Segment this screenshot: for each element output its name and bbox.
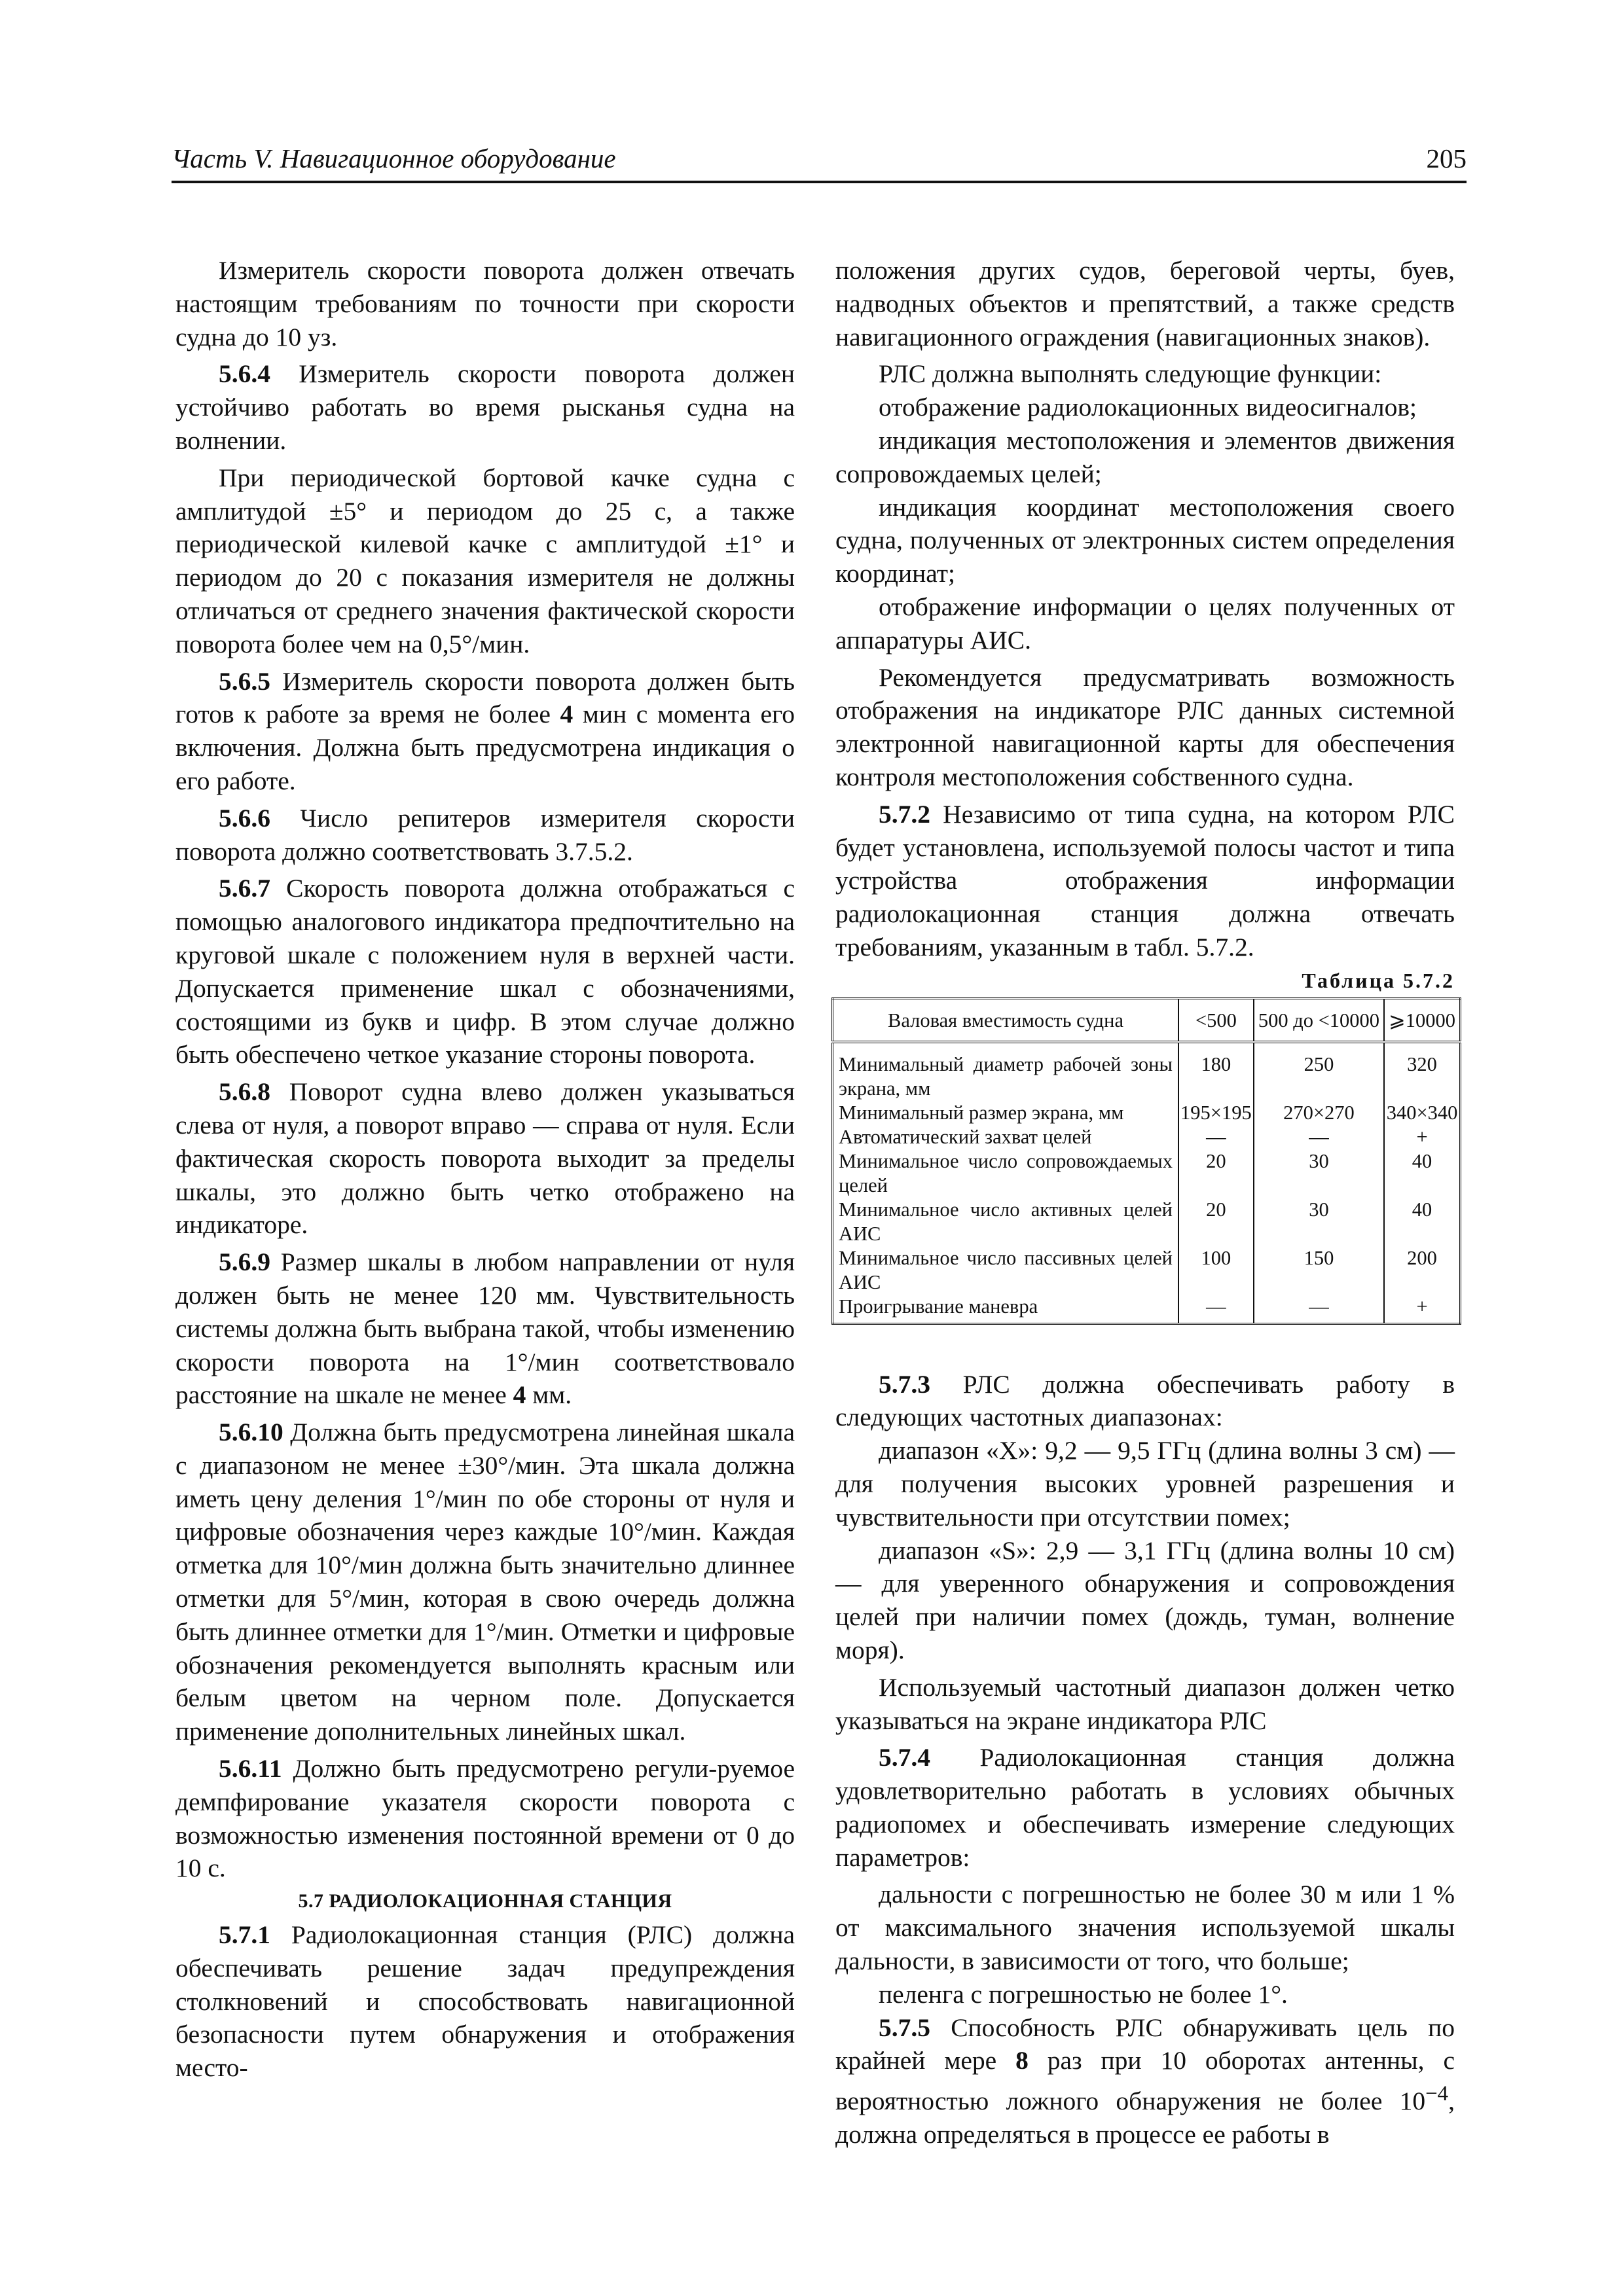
table-row: [833, 1246, 1461, 1295]
table-cell: 40: [1384, 1198, 1460, 1246]
header-rule: [172, 181, 1467, 183]
paragraph-5-6-4: 5.6.4 Измеритель скорости поворота должен устойчиво работать во время рысканья судна на волнении.: [175, 359, 795, 455]
paragraph-5-6-11: 5.6.11 Должно быть предусмотрено регули-руемое демпфирование указателя скорости поворота с возможностью изменения постоянной времени от 0 до 10 с.: [175, 1754, 795, 1883]
table-cell: 20: [1178, 1149, 1254, 1198]
paragraph-5-7-5: 5.7.5 Способность РЛС обнаруживать цель по крайней мере 8 раз при 10 оборотах антенны, с вероятностью ложного обнаружения не более $10^{-4}$, должна определяться в процессе ее работы в: [835, 2013, 1455, 2149]
list-item: отображение информации о целях полученных от аппаратуры АИС.: [835, 592, 1455, 655]
list-item: отображение радиолокационных видеосигналов;: [879, 393, 1417, 422]
paragraph-5-7-2: 5.7.2 Независимо от типа судна, на котором РЛС будет установлена, используемой полосы частот и типа устройства отображения информации радиолокационная станция должна отвечать требованиям, указанным в табл. 5.7.2.: [835, 799, 1455, 961]
right-column: [835, 254, 1458, 2151]
clause-number: 5.7.5: [879, 2013, 930, 2042]
paragraph: РЛС должна выполнять следующие функции:: [879, 359, 1382, 389]
list-item: дальности с погрешностью не более 30 м или 1 % от максимального значения используемой шкалы дальности, в зависимости от того, что больше;: [835, 1880, 1455, 1976]
clause-number: 5.6.6: [219, 803, 270, 833]
table-header-cell: <500: [1178, 998, 1254, 1042]
list-item: диапазон «Х»: 9,2 — 9,5 ГГц (длина волны 3 см) — для получения высоких уровней разрешения и чувствительности при отсутствии помех;: [835, 1436, 1455, 1532]
list-item: индикация местоположения и элементов движения сопровождаемых целей;: [835, 425, 1455, 488]
table-header-cell: Валовая вместимость судна: [833, 998, 1179, 1042]
clause-number: 5.6.9: [219, 1247, 270, 1277]
clause-number: 5.6.7: [219, 874, 270, 903]
paragraph-5-6-8: 5.6.8 Поворот судна влево должен указываться слева от нуля, а поворот вправо — справа от нуля. Если фактическая скорость поворота выходит за пределы шкалы, это должно быть четко отображено на индикаторе.: [175, 1077, 795, 1240]
table-cell: Минимальное число пассивных целей АИС: [833, 1246, 1179, 1295]
table-header-row: [833, 998, 1461, 1042]
table-cell: 270×270: [1254, 1101, 1384, 1125]
paragraph-5-7-3: 5.7.3 РЛС должна обеспечивать работу в следующих частотных диапазонах:: [835, 1369, 1455, 1432]
table-cell: Минимальный диаметр рабочей зоны экрана, мм: [833, 1042, 1179, 1101]
paragraph: положения других судов, береговой черты, буев, надводных объектов и препятствий, а также средств навигационного ограждения (навигационных знаков).: [835, 256, 1455, 351]
spec-table: [831, 997, 1461, 1325]
table-header-cell: ⩾10000: [1384, 998, 1460, 1042]
table-header-cell: 500 до <10000: [1254, 998, 1384, 1042]
table-cell: 30: [1254, 1149, 1384, 1198]
section-heading: 5.7 РАДИОЛОКАЦИОННАЯ СТАНЦИЯ: [298, 1890, 672, 1912]
page-header: [172, 139, 1467, 179]
paragraph-5-7-1: 5.7.1 Радиолокационная станция (РЛС) должна обеспечивать решение задач предупреждения столкновений и способствовать навигационной безопасности путем обнаружения и отображения место-: [175, 1920, 795, 2083]
clause-number: 5.6.4: [219, 359, 270, 389]
table-row: [833, 1198, 1461, 1246]
table-caption: Таблица 5.7.2: [1302, 968, 1455, 992]
table-cell: 320: [1384, 1042, 1460, 1101]
table-cell: 40: [1384, 1149, 1460, 1198]
table-row: [833, 1125, 1461, 1149]
clause-number: 5.6.5: [219, 666, 270, 696]
paragraph: Используемый частотный диапазон должен четко указываться на экране индикатора РЛС: [835, 1672, 1455, 1735]
clause-number: 5.6.11: [219, 1754, 282, 1784]
table-cell: Проигрывание маневра: [833, 1295, 1179, 1324]
table-cell: Автоматический захват целей: [833, 1125, 1179, 1149]
table-cell: Минимальный размер экрана, мм: [833, 1101, 1179, 1125]
clause-number: 5.6.8: [219, 1077, 270, 1107]
table-cell: 250: [1254, 1042, 1384, 1101]
paragraph-5-6-10: 5.6.10 Должна быть предусмотрена линейная шкала с диапазоном не менее ±30°/мин. Эта шкала должна иметь цену деления 1°/мин по обе стороны от нуля и цифровые обозначения через каждые 10°/мин. Каждая отметка для 10°/мин должна быть значительно длиннее отметки для 5°/мин, которая в свою очередь должна быть длиннее отметки для 1°/мин. Отметки и цифровые обозначения рекомендуется выполнять красным или белым цветом на черном поле. Допускается применение дополнительных линейных шкал.: [175, 1418, 795, 1746]
table-cell: +: [1384, 1125, 1460, 1149]
table-cell: 20: [1178, 1198, 1254, 1246]
page-number: 205: [1426, 143, 1467, 173]
table-row: [833, 1101, 1461, 1125]
clause-number: 5.7.3: [879, 1369, 930, 1399]
list-item: диапазон «S»: 2,9 — 3,1 ГГц (длина волны 10 см) — для уверенного обнаружения и сопровождения целей при наличии помех (дождь, туман, волнение моря).: [835, 1535, 1455, 1664]
paragraph-5-7-4: 5.7.4 Радиолокационная станция должна удовлетворительно работать в условиях обычных радиопомех и обеспечивать измерение следующих параметров:: [835, 1743, 1455, 1872]
table-cell: 30: [1254, 1198, 1384, 1246]
paragraph-5-6-7: 5.6.7 Скорость поворота должна отображаться с помощью аналогового индикатора предпочтительно на круговой шкале с положением нуля в верхней части. Допускается применение шкал с обозначениями, состоящими из букв и цифр. В этом случае должно быть обеспечено четкое указание стороны поворота.: [175, 874, 795, 1069]
table-cell: —: [1254, 1295, 1384, 1324]
table-cell: Минимальное число активных целей АИС: [833, 1198, 1179, 1246]
header-title: Часть V. Навигационное оборудование: [172, 143, 616, 173]
table-cell: 100: [1178, 1246, 1254, 1295]
table-cell: —: [1178, 1295, 1254, 1324]
paragraph-5-6-6: 5.6.6 Число репитеров измерителя скорости поворота должно соответствовать 3.7.5.2.: [175, 803, 795, 866]
clause-number: 5.7.4: [879, 1743, 930, 1772]
table-row: [833, 1042, 1461, 1101]
list-item: индикация координат местоположения своего судна, полученных от электронных систем определения координат;: [835, 492, 1455, 588]
table-cell: 180: [1178, 1042, 1254, 1101]
table-cell: +: [1384, 1295, 1460, 1324]
paragraph: Измеритель скорости поворота должен отвечать настоящим требованиям по точности при скорости судна до 10 уз.: [175, 256, 795, 351]
paragraph-5-6-5: 5.6.5 Измеритель скорости поворота должен быть готов к работе за время не более 4 мин с момента его включения. Должна быть предусмотрена индикация о его работе.: [175, 666, 795, 795]
clause-number: 5.7.1: [219, 1920, 270, 1950]
table-cell: —: [1254, 1125, 1384, 1149]
table-row: [833, 1295, 1461, 1324]
clause-number: 5.6.10: [219, 1418, 283, 1447]
table-cell: 195×195: [1178, 1101, 1254, 1125]
table-row: [833, 1149, 1461, 1198]
paragraph-5-6-9: 5.6.9 Размер шкалы в любом направлении от нуля должен быть не менее 120 мм. Чувствительность системы должна быть выбрана такой, чтобы изменению скорости поворота на 1°/мин соответствовало расстояние на шкале не менее 4 мм.: [175, 1247, 795, 1410]
paragraph: Рекомендуется предусматривать возможность отображения на индикаторе РЛС данных системной электронной навигационной карты для обеспечения контроля местоположения собственного судна.: [835, 662, 1455, 791]
table-cell: Минимальное число сопровождаемых целей: [833, 1149, 1179, 1198]
left-column: [175, 254, 795, 2085]
list-item: пеленга с погрешностью не более 1°.: [879, 1979, 1288, 2009]
table-cell: 340×340: [1384, 1101, 1460, 1125]
table-cell: 150: [1254, 1246, 1384, 1295]
table-cell: 200: [1384, 1246, 1460, 1295]
clause-number: 5.7.2: [879, 799, 930, 829]
paragraph: При периодической бортовой качке судна с амплитудой ±5° и периодом до 25 с, а также периодической килевой качке с амплитудой ±1° и периодом до 20 с показания измерителя не должны отличаться от среднего значения фактической скорости поворота более чем на 0,5°/мин.: [175, 463, 795, 658]
table-cell: —: [1178, 1125, 1254, 1149]
